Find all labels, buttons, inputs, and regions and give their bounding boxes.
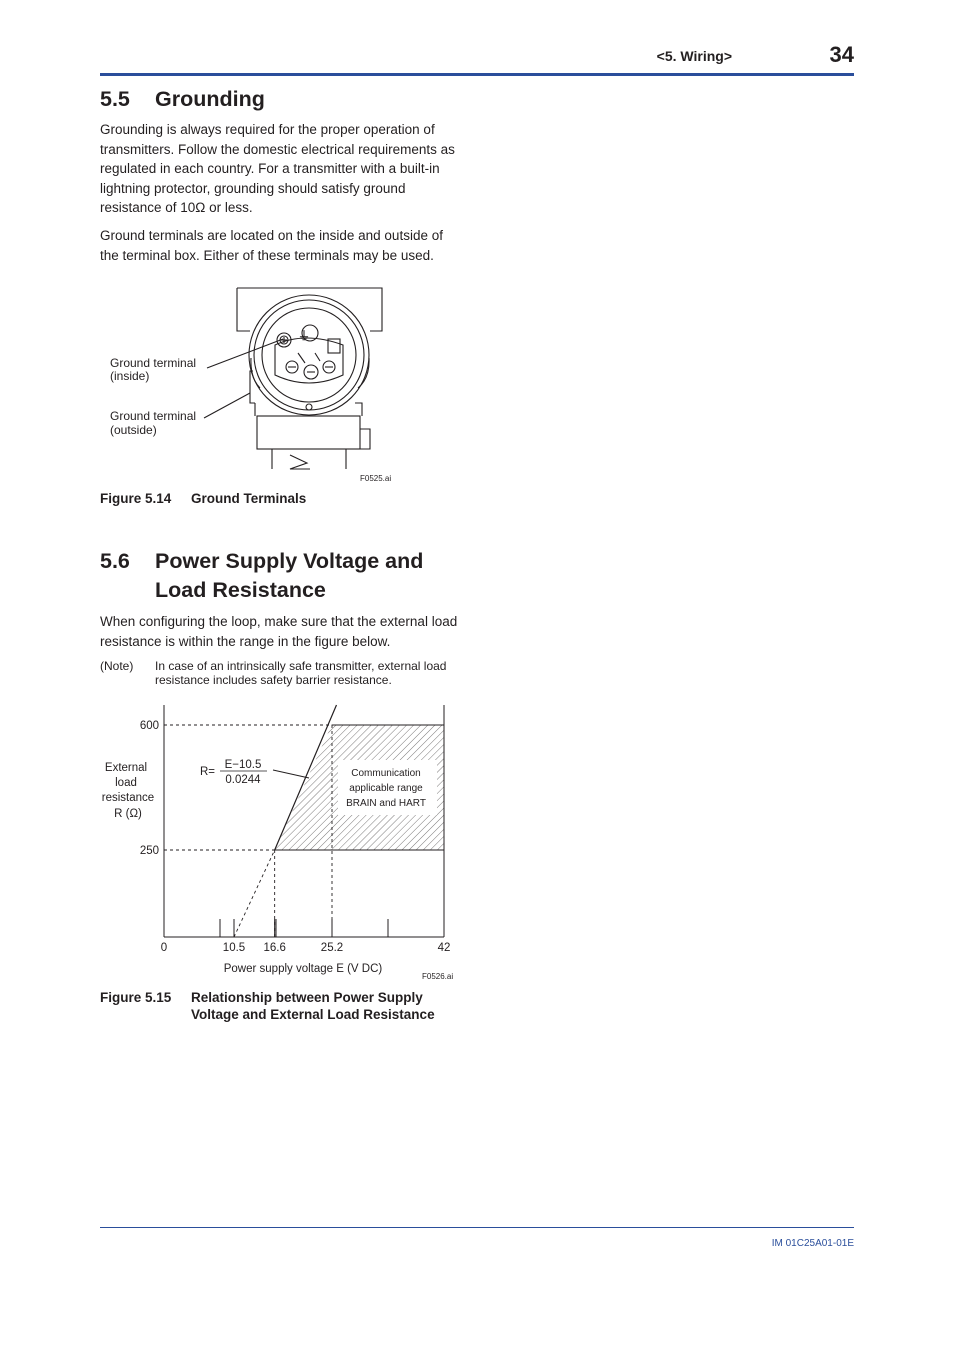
label-ground-inside-1: Ground terminal (110, 356, 197, 370)
y-axis-label-line-3: resistance (101, 792, 155, 804)
y-axis-label-line-2: load (115, 777, 137, 789)
grounding-paragraph-2: Ground terminals are located on the inside and outside of the terminal box. Either of these terminals may be used. (100, 228, 443, 263)
formula-denominator: 0.0244 (225, 774, 261, 786)
footer-document-id: IM 01C25A01-01E (771, 1238, 854, 1249)
y-tick-label: 600 (139, 720, 159, 732)
grounding-paragraph-1: Grounding is always required for the proper operation of transmitters. Follow the domestic electrical requirements as regulated in each country. For a transmitter with a built-in lightning protector, grounding should satisfy ground resistance of 10Ω or less. (100, 122, 455, 215)
section-title: Power Supply Voltage and Load Resistance (155, 549, 424, 602)
figure-file-id: F0526.ai (422, 972, 454, 981)
region-label-line-1: Communication (351, 768, 421, 779)
x-tick-label: 0 (160, 942, 168, 954)
region-label-line-2: applicable range (349, 783, 423, 794)
figure-file-id: F0525.ai (360, 474, 392, 483)
x-axis-label: Power supply voltage E (V DC) (223, 963, 383, 975)
y-tick-label: 250 (139, 845, 159, 857)
y-axis-label-line-4: R (Ω) (114, 808, 142, 820)
label-ground-inside-2: (inside) (110, 369, 150, 383)
x-tick-label: 42 (437, 942, 451, 954)
formula-numerator: E−10.5 (224, 759, 262, 771)
footer-rule (100, 1227, 854, 1228)
extrapolated-line (234, 850, 275, 937)
caption-label: Figure 5.14 (100, 491, 172, 506)
region-label-line-3: BRAIN and HART (346, 798, 426, 809)
power-supply-paragraph: When configuring the loop, make sure that the external load resistance is within the range in the figure below. (100, 614, 458, 649)
label-ground-outside-2: (outside) (110, 423, 157, 437)
y-axis-label-line-1: External (104, 762, 148, 774)
label-ground-outside-1: Ground terminal (110, 409, 197, 423)
chart-ticks (220, 919, 444, 937)
ground-symbol-icon: ⏚ (298, 329, 311, 343)
formula-leader-line (273, 770, 309, 778)
note-label: (Note) (100, 659, 134, 673)
section-number: 5.5 (100, 87, 130, 111)
caption-title: Ground Terminals (191, 491, 307, 506)
caption-title: Relationship between Power Supply Voltage and External Load Resistance (191, 990, 435, 1022)
section-title: Grounding (155, 87, 265, 111)
caption-label: Figure 5.15 (100, 990, 172, 1005)
header-chapter-title: <5. Wiring> (656, 48, 732, 64)
note-text: In case of an intrinsically safe transmitter, external load resistance includes safety barrier resistance. (155, 659, 447, 687)
x-tick-label: 10.5 (222, 942, 246, 954)
section-number: 5.6 (100, 549, 130, 573)
formula-prefix: R= (200, 766, 216, 778)
x-tick-label: 16.6 (263, 942, 286, 954)
x-tick-label: 25.2 (320, 942, 344, 954)
page-number: 34 (829, 42, 854, 67)
